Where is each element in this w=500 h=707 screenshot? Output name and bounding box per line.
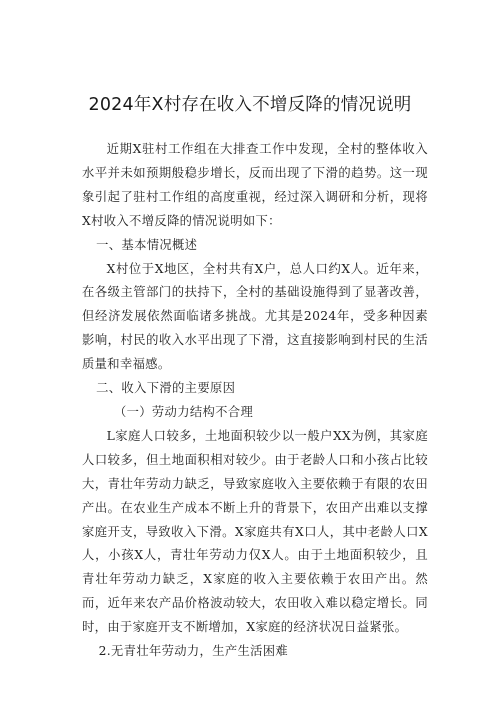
labor-paragraph: L家庭人口较多，土地面积较少以一般户XX为例，其家庭人口较多，但土地面积相对较少。由于老龄人口和小孩占比较大，青壮年劳动力缺乏，导致家庭收入主要依赖于有限的农田产出。在农业生产成本不断上升的背景下，农田产出难以支撑家庭开支，导致收入下滑。X家庭共有X口人，其中老龄人口X人，小孩X人，青壮年劳动力仅X人。由于土地面积较少，且青壮年劳动力缺乏，X家庭的收入主要依赖于农田产出。然而，近年来农产品价格波动较大，农田收入难以稳定增长。同时，由于家庭开支不断增加，X家庭的经济状况日益紧张。	[82, 428, 428, 635]
subsection-heading-no-labor: 2.无青壮年劳动力，生产生活困难	[98, 644, 289, 659]
intro-paragraph: 近期X驻村工作组在大排查工作中发现，全村的整体收入水平并未如预期般稳步增长，反而出现了下滑的趋势。这一现象引起了驻村工作组的高度重视，经过深入调研和分析，现将X村收入不增反降的情况说明如下：	[82, 142, 428, 228]
overview-paragraph: X村位于X地区，全村共有X户，总人口约X人。近年来，在各级主管部门的扶持下，全村的基础设施得到了显著改善，但经济发展依然面临诸多挑战。尤其是2024年，受多种因素影响，村民的收入水平出现了下滑，这直接影响到村民的生活质量和幸福感。	[82, 261, 428, 372]
section-heading-causes: 二、收入下滑的主要原因	[96, 381, 236, 396]
subsection-heading-labor: （一）劳动力结构不合理	[113, 404, 254, 419]
document-body	[82, 138, 428, 664]
document-title: 2024年X村存在收入不增反降的情况说明	[88, 95, 412, 115]
section-heading-overview: 一、基本情况概述	[96, 237, 198, 252]
